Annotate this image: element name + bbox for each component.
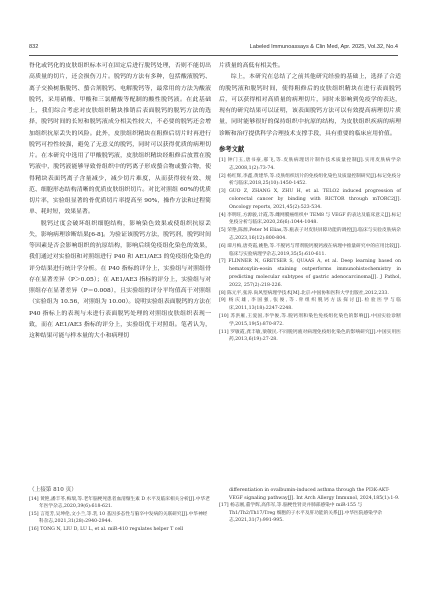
reference-item: [16] TONG N, LIU D, LU L, et al. miR-410 regulates helper T cell — [29, 526, 184, 532]
reference-item: [17] 杨志刚,董学辉,高伟军,等.脑梗性肾炎并肺部感染中 miR-155 与 Th1/Th2/Th17/Treg 细胞的子水平及肝功能的关系[J].中华医院感染学杂志,2021,31(7):991-995. — [219, 503, 383, 524]
reference-item: [4] 李明旺,方源骏,计霞,等.雌网膜癌组织中 TEM8 与 VEGF 的表达及临床意义[J].标记免疫分析与临床,2020,26(6):1044-1048. — [219, 212, 401, 226]
references-heading: 参考文献 — [219, 145, 245, 153]
reference-item: [15] 言宽芳,吴坤伦,文小兰,等.乳 10 基因多态性与脑卒中发病的关联研究[J].中华神经科杂志,2021,31(28):2940-2944. — [29, 511, 208, 525]
body-paragraph: 脊化或钙化的皮肤组织标本可在固定后进行脱钙处理，否则不能切出高质量的切片，还会损伤刀片。脱钙的方法有多种，包括酸液脱钙、离子交换树脂脱钙、螯合剂脱钙、电解脱钙等，最常用的方法为酸液脱钙，采用硝酸、甲酸和三氯醋酸等配制的酸性脱钙液。在此基础上，我们综合考虑对皮肤组织精块推销后表面脱钙的脱钙方法的选择，脱钙时间的长短和脱钙液成分相关性较大，不必要的脱钙还会增加组织抗原丢失的风险。此外，皮肤组织精块在粗修后切片时再进行脱钙可控性较强，避免了无意义的脱钙，同时可以获得优质的病理切片。在本研究中选用了甲酸脱钙液，皮肤组织精块经粗修后放置在脱钙液中，脱钙液能够导致骨组织中的钙离子形成螯合物或螯合物，使得精块表面钙离子含量减少，减少切片难度，从而获得较有效、规范、细胞形态结构清晰的优质皮肤组织切片。对比对照组 60%的优质切片率，实验组显著的骨优质切片率提高至 90%，操作方法和过程简单、耗时短，效果显著。 — [29, 63, 211, 216]
body-paragraph: 片质量的高低有相关性。 — [219, 63, 284, 69]
header-rule — [29, 55, 398, 56]
continued-references-left — [29, 487, 211, 534]
reference-item: [5] 荣艳,陈源,Peter M Elias,等.瓶表子对皮肤屏障功能的调控[J].临床与实验皮肤病杂志,2023,16(12):800-804. — [219, 228, 401, 241]
reference-list — [219, 157, 401, 344]
left-column — [29, 61, 211, 342]
reference-item: differentiation in ovalbumin-induced asthma through the PI3K-AKT-VEGF signaling pathway[J]. Int Arch Allergy Immunol, 2024,185(1):1-9. — [229, 488, 400, 501]
continued-references-right — [219, 487, 401, 525]
continuation-label: （上接第 810 页） — [29, 487, 77, 493]
journal-citation: Labeled Immunoassays & Clin Med, Apr. 2025, Vol.32, No.4 — [249, 44, 398, 50]
body-paragraph: 综上，本研究在总结了之前其他研究经验的基础上，选择了合适的脱钙液和脱钙时间，使得粗修后的皮肤组织精块在进行表面脱钙后，可以获得相对高质量的病理切片，同时未影响到免疫学的表达，现有的研究结果可以证明，该表面脱钙方法可以有效提高病理切片质量，同时能够很好的保持组织中抗原的结构，为皮肤组织疾病的病理诊断和治疗提供科学合理技术支撑手段，具有重要的临床应用价值。 — [219, 74, 401, 137]
reference-item: [7] FLINNER N, GRETSER S, QUAAS A, et al. Deep learning based on hematoxylin-eosin staining outperforms immunohistochemistry in predicting molecular subtypes of gastric adenocarcinoma[J]. J Pathol, 2022, 257(2):218-226. — [219, 259, 401, 288]
reference-item: [14] 黄艳,潘丰苓,梅瑞,等.老年脑梗死患者血清缬生素 D 水平及临床相关分析[J].中华老年医学杂志,2020,39(6):618-621. — [29, 496, 210, 510]
reference-item: [8] 陈元平,张涛.尚风型病理学技术[M].北京:中国协和医科大学出版社,2012,233. — [219, 290, 389, 296]
reference-item: [9] 杨庆雄,李国强,张俊,等.骨组织脱钙方法探讨[J].检验医学与临床,2011,13(18):2247-2248. — [219, 298, 401, 312]
reference-item: [11] 罗敏霞,龚丰敏,梁敬民.不同脱钙液对病理免疫组化染色的影响研究[J].中国实用医药,2013,6(19):27-28. — [219, 329, 401, 343]
reference-item: [6] 谭月梅,唐英霞,姚艳,等.不脱钙与带剂脱钙脱钙液在病理中推量研究中的应用比较[J].临床与实验病理学杂志,2019,35(5):610-611. — [219, 243, 401, 257]
body-paragraph: 脱钙过度会破坏组织细胞结构，影响染色效果或使组织抗原丢失，影响病理诊断结果[6-8]。为验证该脱钙方法，脱钙剂，脱钙时间等因素是否会影响组织的抗原结构，影响后续免疫组化染色的效果，我们通过对实验组和对照组进行 P40 和 AE1/AE3 的免疫组化染色的评分结果进行统计学分析。在 P40 指标的评分上，实验组与对照组骨存在显著差异（P＞0.05）；在 AE1/AE3 指标的评分上，实验组与对照组存在显著差异（P＝0.008），且实验组的评分平均值高于对照组（实验组为 10.56，对照组为 10.00）。说明实验组表面脱钙的方法在 P40 指标上的表现与未进行表面脱钙处理的对照组皮肤组织表现一致，而在 AE1/AE3 指标的评分上，实验组优于对照组。笔者认为，这种结果可能与样本量的大小和病理切 — [29, 220, 211, 339]
reference-item: [3] GUO Z, ZHANG X, ZHU H, et al. TELO2 induced progression of colorectal cancer by binding with RICTOR through mTORC2[J]. Oncology reports, 2021,45(2):523-534. — [219, 189, 401, 210]
reference-item: [1] 钟门玉,唐书豪,郝飞,等.皮肤病理切片制作技术质量控制[J].实用皮肤病学杂志,2008,1(2):73-74. — [219, 158, 401, 171]
right-column — [219, 61, 401, 344]
reference-item: [10] 苏洪雁,王爱国,李学俊,等.脱钙剂和染色免疫组化染色的影响[J].中国实验诊断学,2015,19(5):870-872. — [219, 313, 401, 327]
reference-item: [2] 杨红辉,李鑫,黄建华,等.皮肤组织切片的免疫组化染色及质量控制研究[J].标记免疫分析与临床,2018,25(10):1450-1452. — [219, 173, 401, 187]
page-number: 832 — [29, 44, 39, 50]
